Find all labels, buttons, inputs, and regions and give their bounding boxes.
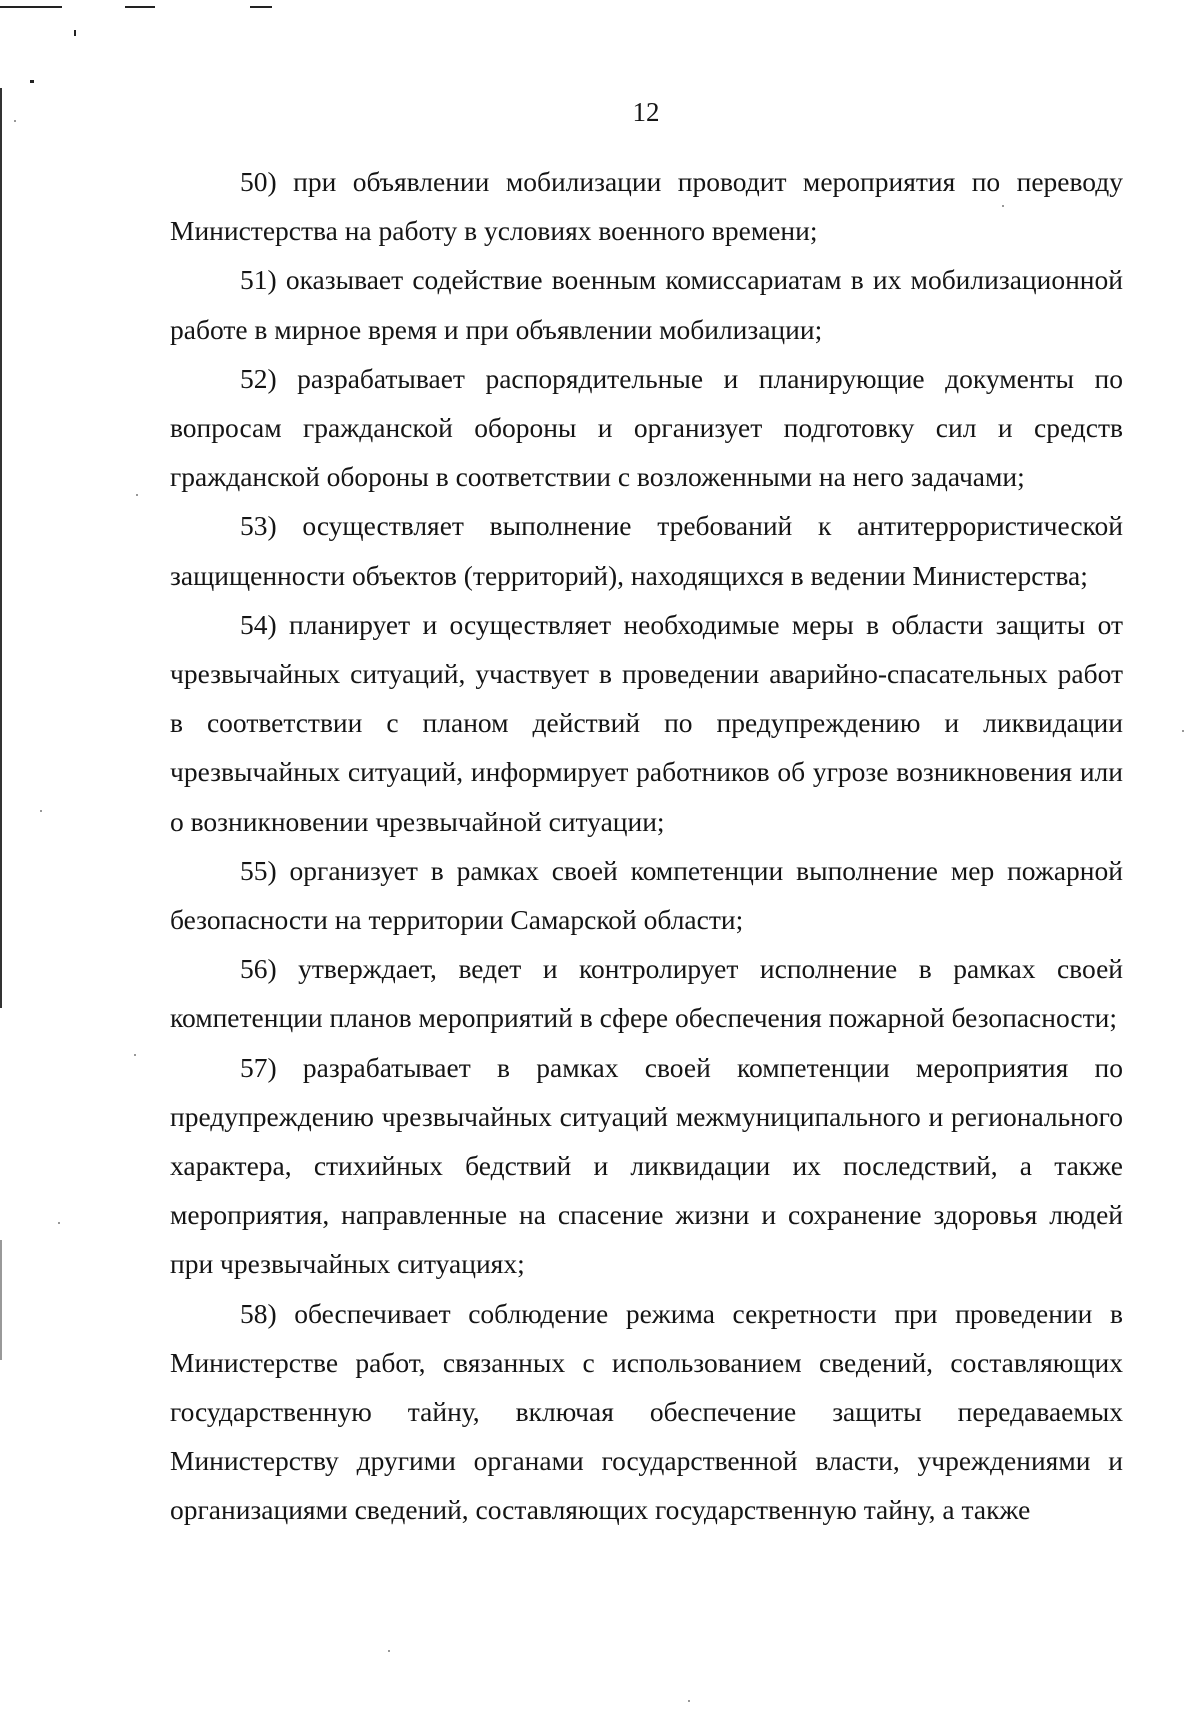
paragraph-57: 57) разрабатывает в рамках своей компетенции мероприятия по предупреждению чрезвычайных ситуаций межмуниципального и регионального характера, стихийных бедствий и ликвидации их последствий, а также мероприятия, направленные на спасение жизни и сохранение здоровья людей при чрезвычайных ситуациях;	[170, 1051, 1123, 1280]
scan-artifact-dot	[30, 80, 34, 83]
scan-speck	[134, 1054, 136, 1056]
scan-artifact-top-dash	[125, 6, 155, 8]
scan-artifact-tick	[74, 30, 76, 36]
paragraph-58: 58) обеспечивает соблюдение режима секретности при проведении в Министерстве работ, связанных с использованием сведений, составляющих государственную тайну, включая обеспечение защиты передаваемых Министерству другими органами государственной власти, учреждениями и организациями сведений, составляющих государственную тайну, а также	[170, 1297, 1123, 1526]
paragraph-56: 56) утверждает, ведет и контролирует исполнение в рамках своей компетенции планов мероприятий в сфере обеспечения пожарной безопасности;	[170, 953, 1123, 1034]
paragraph-53: 53) осуществляет выполнение требований к антитеррористической защищенности объектов (территорий), находящихся в ведении Министерства;	[170, 510, 1123, 591]
scan-speck	[388, 1650, 390, 1652]
scan-artifact-top-line	[0, 6, 62, 8]
page-number: 12	[632, 97, 660, 127]
paragraph-54: 54) планирует и осуществляет необходимые меры в области защиты от чрезвычайных ситуаций, участвует в проведении аварийно-спасательных работ в соответствии с планом действий по предупреждению и ликвидации чрезвычайных ситуаций, информирует работников об угрозе возникновения или о возникновении чрезвычайной ситуации;	[170, 608, 1123, 837]
scan-left-edge-lower	[0, 1240, 2, 1360]
paragraph-52: 52) разрабатывает распорядительные и планирующие документы по вопросам гражданской обороны и организует подготовку сил и средств гражданской обороны в соответствии с возложенными на него задачами;	[170, 362, 1123, 493]
scan-left-edge	[0, 88, 2, 1008]
scan-speck	[688, 1700, 690, 1702]
scan-speck	[58, 1222, 60, 1224]
scan-speck	[1182, 730, 1184, 732]
scan-speck	[136, 494, 138, 496]
document-body	[170, 157, 1123, 1535]
paragraph-55: 55) организует в рамках своей компетенции выполнение мер пожарной безопасности на территории Самарской области;	[170, 854, 1123, 936]
paragraph-51: 51) оказывает содействие военным комиссариатам в их мобилизационной работе в мирное время и при объявлении мобилизации;	[170, 264, 1123, 345]
scan-artifact-top-dash-2	[250, 6, 272, 8]
scan-speck	[40, 810, 42, 812]
paragraph-50: 50) при объявлении мобилизации проводит мероприятия по переводу Министерства на работу в условиях военного времени;	[170, 166, 1123, 247]
